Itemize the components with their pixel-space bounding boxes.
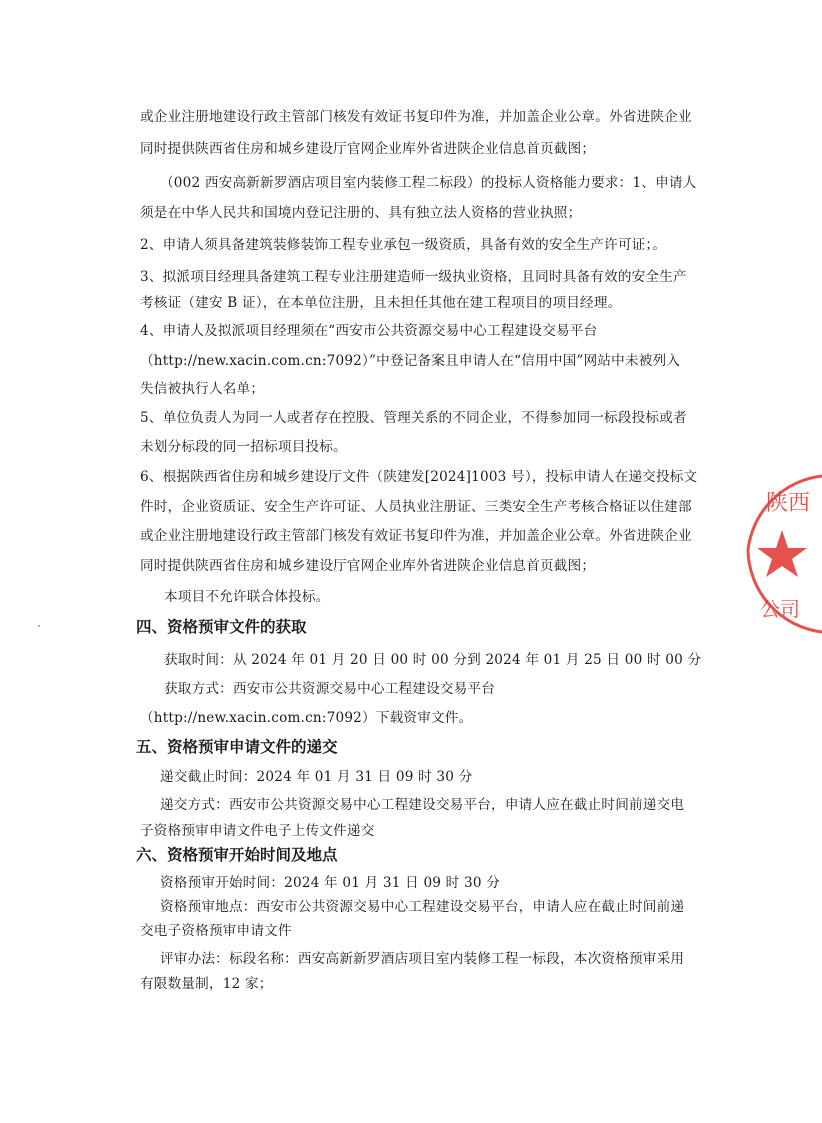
text-line: 递交方式：西安市公共资源交易中心工程建设交易平台，申请人应在截止时间前递交电: [160, 797, 685, 813]
section-heading: 六、资格预审开始时间及地点: [136, 846, 338, 864]
seal-text-bottom: 公司: [760, 597, 800, 621]
text-line: 资格预审地点：西安市公共资源交易中心工程建设交易平台，申请人应在截止时间前递: [160, 899, 685, 915]
text-line: 有限数量制，12 家；: [140, 976, 273, 992]
text-line: 资格预审开始时间：2024 年 01 月 31 日 09 时 30 分: [160, 875, 500, 891]
text-line: 同时提供陕西省住房和城乡建设厅官网企业库外省进陕企业信息首页截图；: [140, 141, 596, 157]
seal-star-icon: [757, 530, 807, 577]
text-line: （http://new.xacin.com.cn:7092）下载资审文件。: [140, 710, 473, 726]
section-heading: 四、资格预审文件的获取: [136, 618, 307, 636]
text-line: 件时，企业资质证、安全生产许可证、人员执业注册证、三类安全生产考核合格证以住建部: [140, 499, 692, 515]
text-line: 递交截止时间：2024 年 01 月 31 日 09 时 30 分: [160, 769, 473, 785]
text-line: 子资格预审申请文件电子上传文件递交: [140, 823, 375, 839]
text-line: 交电子资格预审申请文件: [140, 923, 292, 939]
text-line: 3、拟派项目经理具备建筑工程专业注册建造师一级执业资格，且同时具备有效的安全生产: [140, 269, 687, 285]
text-line: 6、根据陕西省住房和城乡建设厅文件（陕建发[2024]1003 号），投标申请人在递交投标文: [140, 469, 698, 485]
text-line: 考核证（建安 B 证），在本单位注册，且未担任其他在建工程项目的项目经理。: [140, 295, 622, 311]
text-line: 未划分标段的同一招标项目投标。: [140, 439, 347, 455]
scan-speck: [38, 625, 40, 627]
text-line: 评审办法：标段名称：西安高新新罗酒店项目室内装修工程一标段，本次资格预审采用: [160, 951, 685, 967]
text-line: 本项目不允许联合体投标。: [164, 589, 330, 605]
text-line: 或企业注册地建设行政主管部门核发有效证书复印件为准，并加盖企业公章。外省进陕企业: [140, 528, 692, 544]
text-line: 5、单位负责人为同一人或者存在控股、管理关系的不同企业，不得参加同一标段投标或者: [140, 410, 687, 426]
text-line: 或企业注册地建设行政主管部门核发有效证书复印件为准，并加盖企业公章。外省进陕企业: [140, 109, 692, 125]
seal-text-top: 陕西: [766, 491, 811, 516]
text-line: 失信被执行人名单；: [140, 381, 265, 397]
text-line: （http://new.xacin.com.cn:7092）”中登记备案且申请人在“信用中国”网站中未被列入: [140, 353, 681, 369]
text-line: （002 西安高新新罗酒店项目室内装修工程二标段）的投标人资格能力要求：1、申请人: [160, 175, 697, 191]
text-line: 4、申请人及拟派项目经理须在“西安市公共资源交易中心工程建设交易平台: [140, 323, 598, 339]
text-line: 2、申请人须具备建筑装修装饰工程专业承包一级资质，具备有效的安全生产许可证；。: [140, 237, 667, 253]
section-heading: 五、资格预审申请文件的递交: [136, 738, 338, 756]
text-line: 须是在中华人民共和国境内登记注册的、具有独立法人资格的营业执照；: [140, 205, 582, 221]
text-line: 同时提供陕西省住房和城乡建设厅官网企业库外省进陕企业信息首页截图；: [140, 558, 596, 574]
text-line: 获取时间：从 2024 年 01 月 20 日 00 时 00 分到 2024 年 01 月 25 日 00 时 00 分: [164, 652, 702, 668]
text-line: 获取方式：西安市公共资源交易中心工程建设交易平台: [164, 681, 496, 697]
company-seal-stamp: [742, 470, 822, 640]
